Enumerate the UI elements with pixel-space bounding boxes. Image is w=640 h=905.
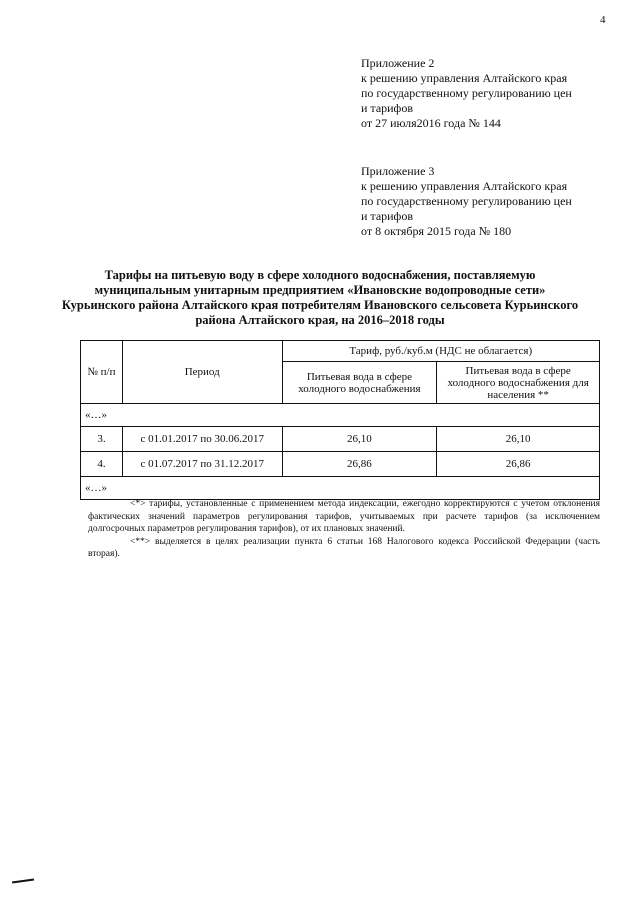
document-title: Тарифы на питьевую воду в сфере холодного водоснабжения, поставляемую муниципальным унитарным предприятием «Ивановские водопроводные сети» Курьинского района Алтайского края потребителям Ивановского сельсовета Курьинского района Алтайского края, на 2016–2018 годы <box>61 268 579 327</box>
appendix-3-line: к решению управления Алтайского края <box>361 179 568 193</box>
appendix-2-line: по государственному регулированию цен <box>361 86 572 100</box>
appendix-2-line: Приложение 2 <box>361 56 435 70</box>
tariff-table <box>80 340 600 500</box>
appendix-2-line: к решению управления Алтайского края <box>361 71 568 85</box>
table-row <box>81 452 600 477</box>
row-period: с 01.01.2017 по 30.06.2017 <box>122 427 282 452</box>
row-value: 26,10 <box>282 427 437 452</box>
footnotes <box>88 498 600 561</box>
page-number: 4 <box>600 14 606 26</box>
footnote-1: <*> тарифы, установленные с применением метода индексации, ежегодно корректируются с учетом отклонения фактических значений параметров регулирования тарифов, учитываемых при расчете тарифов (за исключением долгосрочных параметров регулирования тарифов), от их плановых значений. <box>88 499 600 534</box>
ellipsis-cell: «…» <box>81 404 600 427</box>
header-num: № п/п <box>81 341 123 404</box>
row-num: 3. <box>81 427 123 452</box>
appendix-2-line: и тарифов <box>361 101 414 115</box>
table-row <box>81 427 600 452</box>
row-period: с 01.07.2017 по 31.12.2017 <box>122 452 282 477</box>
scan-mark <box>12 878 34 883</box>
appendix-3-line: по государственному регулированию цен <box>361 194 572 208</box>
appendix-3-line: от 8 октября 2015 года № 180 <box>361 224 512 238</box>
appendix-2-line: от 27 июля2016 года № 144 <box>361 116 501 130</box>
row-value: 26,86 <box>282 452 437 477</box>
header-tariff-group: Тариф, руб./куб.м (НДС не облагается) <box>282 341 599 362</box>
row-value: 26,10 <box>437 427 600 452</box>
appendix-3-block <box>361 164 572 239</box>
appendix-3-line: Приложение 3 <box>361 164 435 178</box>
header-period: Период <box>122 341 282 404</box>
ellipsis-cell: «…» <box>81 477 600 500</box>
header-col-drinking-water-population: Питьевая вода в сфере холодного водоснабжения для населения ** <box>437 362 600 404</box>
appendix-3-line: и тарифов <box>361 209 414 223</box>
table-header-row <box>81 341 600 362</box>
header-col-drinking-water: Питьевая вода в сфере холодного водоснабжения <box>282 362 437 404</box>
footnote-2: <**> выделяется в целях реализации пункта 6 статьи 168 Налогового кодекса Российской Федерации (часть вторая). <box>88 536 600 559</box>
table-row <box>81 404 600 427</box>
row-num: 4. <box>81 452 123 477</box>
table-row <box>81 477 600 500</box>
row-value: 26,86 <box>437 452 600 477</box>
appendix-2-block <box>361 56 572 131</box>
